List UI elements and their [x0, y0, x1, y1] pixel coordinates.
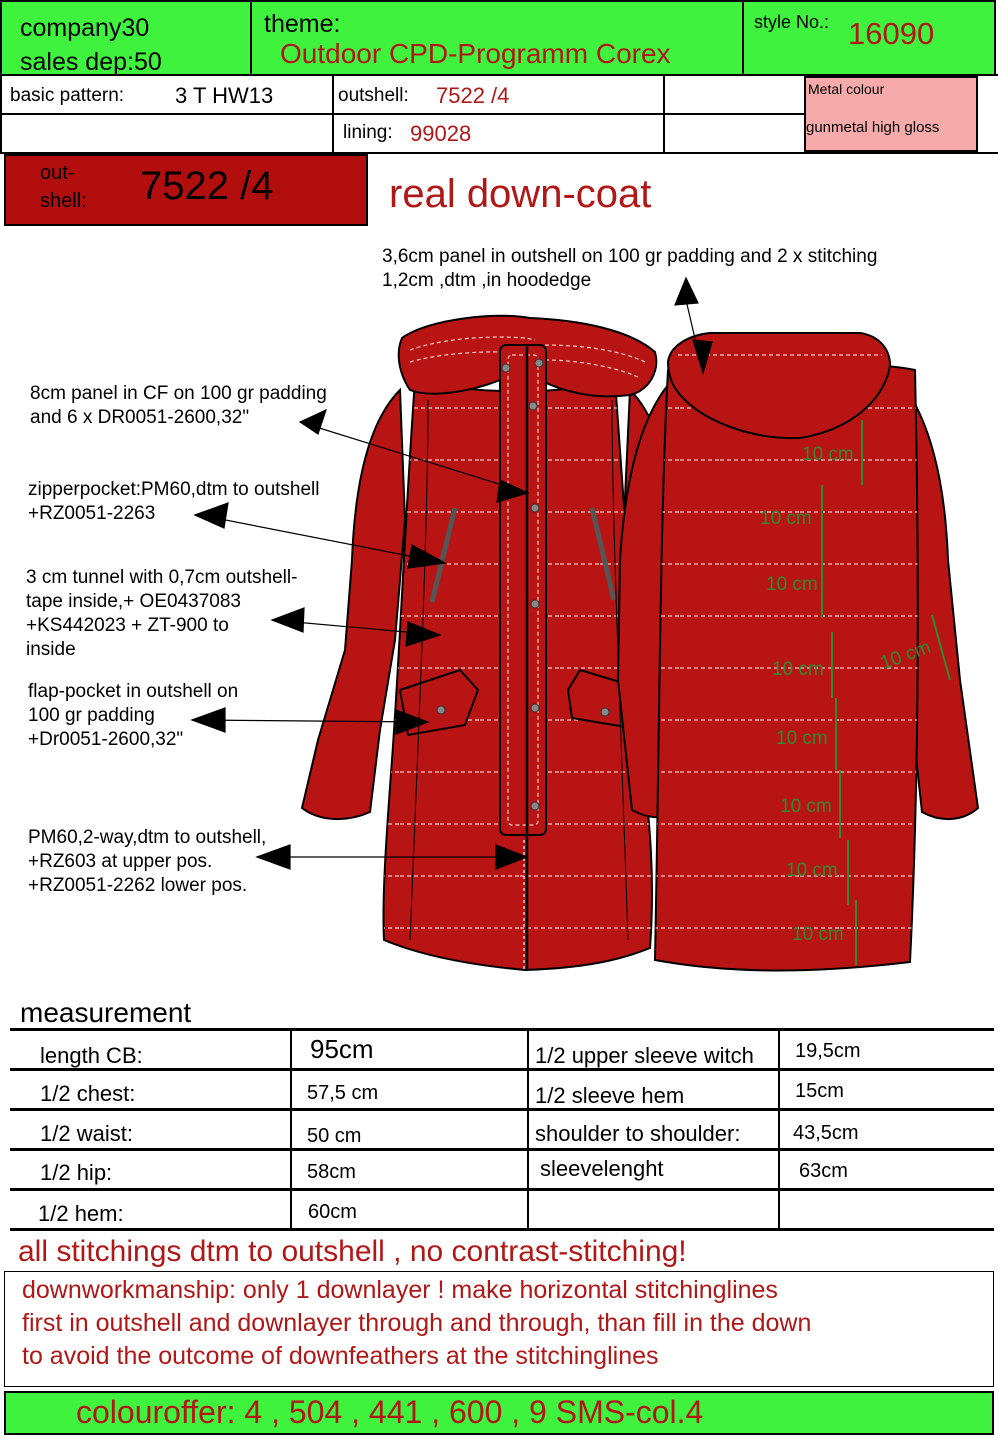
pm60-note-line-2: +RZ603 at upper pos. [28, 851, 213, 872]
tunnel-note-line-3: +KS442023 + ZT-900 to [26, 615, 229, 636]
down-note-line-1: downworkmanship: only 1 downlayer ! make horizontal stitchinglines [22, 1276, 778, 1304]
cf-panel [500, 345, 546, 835]
outshell-box-value: 7522 /4 [140, 164, 274, 208]
outshell-value: 7522 /4 [436, 83, 510, 108]
pm60-note-line-3: +RZ0051-2262 lower pos. [28, 875, 248, 896]
dimension-label: 10 cm [780, 796, 832, 817]
dimension-label: 10 cm [766, 574, 818, 595]
measure-label: length CB: [40, 1043, 143, 1068]
tunnel-note-line-1: 3 cm tunnel with 0,7cm outshell- [26, 567, 298, 588]
measure-value-2: 63cm [799, 1160, 848, 1182]
measure-label: 1/2 chest: [40, 1081, 136, 1106]
colouroffer-bar [4, 1391, 994, 1435]
measure-value-2: 15cm [795, 1080, 844, 1102]
dimension-label: 10 cm [792, 924, 844, 945]
measure-value: 60cm [308, 1201, 357, 1223]
measure-label-2: 1/2 upper sleeve witch [535, 1043, 754, 1068]
tunnel-note-line-2: tape inside,+ OE0437083 [26, 591, 241, 612]
tunnel-note-line-4: inside [26, 639, 76, 660]
down-note-line-2: first in outshell and downlayer through and through, than fill in the down [22, 1309, 812, 1337]
metal-colour-label: Metal colour [808, 81, 885, 97]
measure-value: 57,5 cm [307, 1082, 379, 1104]
lining-label: lining: [343, 122, 393, 143]
dimension-label: 10 cm [786, 860, 838, 881]
measure-value: 95cm [310, 1034, 374, 1064]
outshell-label: outshell: [338, 85, 409, 106]
company-name: company30 [20, 14, 150, 42]
zipper-pocket-note-line-2: +RZ0051-2263 [28, 503, 156, 524]
metal-colour-value: gunmetal high gloss [806, 119, 940, 136]
measure-label: 1/2 hem: [38, 1201, 124, 1226]
lining-value: 99028 [410, 121, 472, 146]
measure-value: 58cm [307, 1161, 356, 1183]
dimension-label: 10 cm [776, 728, 828, 749]
dimension-label-sleeve: 10 cm [877, 636, 934, 675]
basic-pattern-label: basic pattern: [10, 85, 125, 106]
measure-label-2: shoulder to shoulder: [535, 1121, 741, 1146]
cf-note-line-1: 8cm panel in CF on 100 gr padding [30, 383, 327, 404]
measurement-title: measurement [20, 997, 192, 1028]
cf-note-line-2: and 6 x DR0051-2600,32" [30, 407, 250, 428]
flap-pocket-note-line-3: +Dr0051-2600,32" [28, 729, 184, 750]
hood-note-line-1: 3,6cm panel in outshell on 100 gr padding and 2 x stitching [382, 246, 878, 267]
zipper-pocket-note-line-1: zipperpocket:PM60,dtm to outshell [28, 479, 320, 500]
product-title: real down-coat [389, 172, 652, 216]
colouroffer-text: colouroffer: 4 , 504 , 441 , 600 , 9 SMS-col.4 [76, 1394, 704, 1430]
theme-label: theme: [264, 10, 341, 38]
measure-value-2: 19,5cm [795, 1040, 861, 1062]
sales-dep: sales dep:50 [20, 48, 162, 76]
down-note-line-3: to avoid the outcome of downfeathers at the stitchinglines [22, 1342, 659, 1370]
basic-pattern-value: 3 T HW13 [175, 83, 274, 108]
flap-pocket-note-line-2: 100 gr padding [28, 705, 155, 726]
dimension-label: 10 cm [760, 508, 812, 529]
measure-label: 1/2 waist: [40, 1121, 133, 1146]
front-left-sleeve [302, 390, 405, 819]
outshell-box-label-1: out- [40, 162, 75, 184]
stitching-note: all stitchings dtm to outshell , no contrast-stitching! [18, 1235, 687, 1268]
style-label: style No.: [754, 12, 830, 32]
dimension-label: 10 cm [802, 444, 854, 465]
outshell-box-label-2: shell: [40, 190, 87, 212]
measure-label-2: 1/2 sleeve hem [535, 1083, 685, 1108]
pm60-note-line-1: PM60,2-way,dtm to outshell, [28, 827, 267, 848]
measure-value-2: 43,5cm [793, 1122, 859, 1144]
hood-note-line-2: 1,2cm ,dtm ,in hoodedge [382, 270, 592, 291]
theme-value: Outdoor CPD-Programm Corex [280, 38, 671, 69]
flap-pocket-note-line-1: flap-pocket in outshell on [28, 681, 239, 702]
style-number: 16090 [848, 16, 935, 51]
measure-label-2: sleevelenght [540, 1156, 664, 1181]
measure-value: 50 cm [307, 1125, 362, 1147]
dimension-label: 10 cm [772, 659, 824, 680]
measure-label: 1/2 hip: [40, 1160, 113, 1185]
